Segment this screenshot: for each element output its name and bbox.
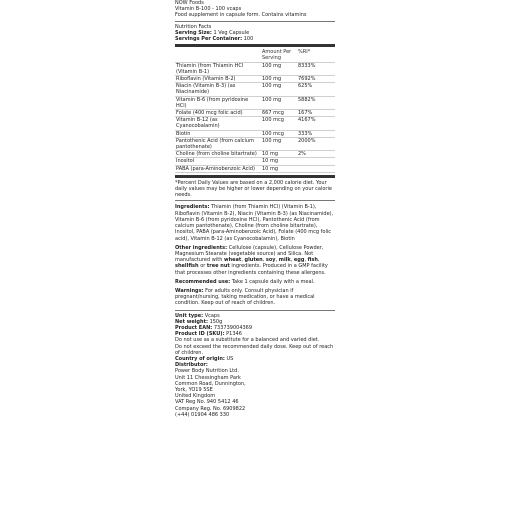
other-ingredients-text: Cellulose (capsule), Cellulose Powder, Magnesium Stearate (vegetable source) and Silica. Not manufactured with	[175, 244, 324, 264]
product-header	[175, 0, 335, 19]
divider	[175, 21, 335, 22]
nutrient-amount: 10 mg	[261, 165, 297, 172]
nutrient-dv	[297, 165, 335, 172]
ingredients-label: Ingredients:	[175, 204, 210, 211]
nutrient-row	[175, 117, 335, 130]
distributor-line: Unit 11 Chessingham Park	[175, 374, 241, 381]
nutrient-name: Riboflavin (Vitamin B-2)	[175, 76, 261, 83]
divider	[175, 310, 335, 311]
nutrient-amount: 10 mg	[261, 158, 297, 165]
nutrient-name: Choline (from choline bitartrate)	[175, 151, 261, 158]
nutrient-dv: 167%	[297, 110, 335, 117]
allergen: shellfish	[175, 263, 199, 270]
product-description: Food supplement in capsule form. Contains vitamins	[175, 12, 307, 19]
warnings-text: For adults only. Consult physician if pregnant/nursing, taking medication, or have a medical condition. Keep out of reach of children.	[175, 287, 315, 307]
nutrient-dv: 8333%	[297, 62, 335, 75]
nutrient-name: Vitamin B-6 (from pyridoxine HCl)	[175, 96, 261, 109]
nutrient-dv: 5882%	[297, 96, 335, 109]
distributor-address	[175, 368, 335, 418]
nutrient-dv: 333%	[297, 130, 335, 137]
product-info	[175, 313, 335, 418]
nutrition-facts-title: Nutrition Facts	[175, 23, 212, 30]
divider	[175, 200, 335, 201]
ean-label: Product EAN:	[175, 324, 213, 331]
divider-thick	[175, 175, 335, 178]
nutrient-amount: 667 mcg	[261, 110, 297, 117]
nutrient-row	[175, 76, 335, 83]
nutrient-name: Thiamin (from Thiamin HCl (Vitamin B-1)	[175, 62, 261, 75]
sku-value: P1346	[226, 331, 242, 338]
recommended-use-text: Take 1 capsule daily with a meal.	[231, 278, 315, 285]
allergen: soy	[265, 257, 276, 264]
nutrient-name: PABA (para-Aminobenzoic Acid)	[175, 165, 261, 172]
nutrient-name: Niacin (Vitamin B-3) (as Niacinamide)	[175, 83, 261, 96]
nutrient-name: Folate (400 mcg folic acid)	[175, 110, 261, 117]
distributor-line: Power Body Nutrition Ltd.	[175, 368, 239, 375]
nutrient-amount: 100 mg	[261, 83, 297, 96]
nutrient-row	[175, 165, 335, 172]
amount-column-header: Amount Per Serving	[261, 49, 297, 62]
nutrient-amount: 100 mg	[261, 137, 297, 150]
nutrient-row	[175, 110, 335, 117]
nutrient-dv: 2%	[297, 151, 335, 158]
distributor-line: York, YO19 5SE	[175, 386, 213, 393]
nutrient-dv	[297, 158, 335, 165]
nutrient-amount: 10 mg	[261, 151, 297, 158]
ingredients-section	[175, 204, 335, 306]
brand-name: NOW Foods	[175, 0, 204, 6]
recommended-use	[175, 279, 335, 285]
distributor-line: Company Reg. No. 6909822	[175, 405, 246, 412]
allergen: egg	[293, 257, 305, 264]
nutrition-table	[175, 49, 335, 173]
nutrient-name: Vitamin B-12 (as Cyanocobalamin)	[175, 117, 261, 130]
nutrient-row	[175, 137, 335, 150]
footnote: *Percent Daily Values are based on a 2,000 calorie diet. Your daily values may be higher or lower depending on your calorie needs.	[175, 179, 332, 199]
nutrient-dv: 625%	[297, 83, 335, 96]
nutrient-row	[175, 151, 335, 158]
distributor-line: Common Road, Dunnington,	[175, 380, 246, 387]
dv-column-header: %RI*	[297, 49, 335, 62]
sku-label: Product ID (SKU):	[175, 331, 225, 338]
distributor-label: Distributor:	[175, 362, 208, 369]
nutrient-amount: 100 mcg	[261, 130, 297, 137]
distributor-line: United Kingdom	[175, 393, 216, 400]
warnings-label: Warnings:	[175, 287, 204, 294]
net-weight-label: Net weight:	[175, 318, 208, 325]
nutrient-amount: 100 mg	[261, 76, 297, 83]
nutrient-row	[175, 62, 335, 75]
allergen: milk	[278, 257, 291, 264]
unit-type-value: Vcaps	[204, 312, 220, 319]
unit-type-label: Unit type:	[175, 312, 204, 319]
product-label-page	[175, 0, 335, 418]
allergen: wheat	[223, 257, 242, 264]
serving-size-value: 1 Veg Capsule	[213, 29, 250, 36]
disclaimer: Do not use as a substitute for a balanced and varied diet.	[175, 337, 320, 344]
nutrient-name: Biotin	[175, 130, 261, 137]
nutrient-name: Inositol	[175, 158, 261, 165]
nutrient-row	[175, 83, 335, 96]
divider-thick	[175, 44, 335, 47]
recommended-use-label: Recommended use:	[175, 278, 231, 285]
ean-value: 733739004369	[213, 324, 253, 331]
nutrient-row	[175, 158, 335, 165]
product-line: Vitamin B-100 - 100 vcaps	[175, 6, 242, 13]
nutrient-amount: 100 mg	[261, 96, 297, 109]
nutrient-dv: 2000%	[297, 137, 335, 150]
servings-per-container	[175, 36, 335, 42]
nutrient-name: Pantothenic Acid (from calcium pantothenate)	[175, 137, 261, 150]
ingredients-text: Thiamin (from Thiamin HCl) (Vitamin B-1), Riboflavin (Vitamin B-2), Niacin (Vitamin B-3) (as Niacinamide), Vitamin B-6 (from pyridoxine HCl), Pantothenic Acid (from calcium pantothenate), Choline (from choline bitartrate), Inositol, PABA (para-Aminobenzoic Acid), Folate (400 mcg folic acid), Vitamin B-12 (as Cyanocobalamin), Biotin	[175, 204, 334, 242]
nutrient-dv: 4167%	[297, 117, 335, 130]
servings-value: 100	[243, 36, 254, 43]
other-ingredients: Other ingredients: Cellulose (capsule), Cellulose Powder, Magnesium Stearate (vegetable source) and Silica. Not manufactured with wheat, gluten, soy, milk, egg, fish, shellfish or tree nut ingredients. Produced in a GMP facility that processes other ingredients containing these allergens.	[175, 244, 328, 276]
nutrient-row	[175, 96, 335, 109]
distributor-line: (+44) 01904 486 330	[175, 411, 230, 418]
nutrient-amount: 100 mg	[261, 62, 297, 75]
nutrient-dv: 7692%	[297, 76, 335, 83]
origin-label: Country of origin:	[175, 355, 225, 362]
nutrition-table-header	[175, 49, 335, 62]
net-weight-value: 150g	[209, 318, 223, 325]
allergen: gluten	[244, 257, 263, 264]
distributor-line: VAT Reg No. 940 5412 46	[175, 399, 239, 406]
allergen: tree nut	[206, 263, 230, 270]
allergen: fish	[307, 257, 318, 264]
nutrient-row	[175, 130, 335, 137]
other-ingredients-label: Other ingredients:	[175, 244, 228, 251]
warnings	[175, 288, 335, 307]
servings-label: Servings Per Container:	[175, 36, 243, 43]
nutrient-amount: 100 mcg	[261, 117, 297, 130]
serving-size-label: Serving Size:	[175, 29, 212, 36]
origin-value: US	[226, 355, 234, 362]
disclaimer: Do not exceed the recommended daily dose. Keep out of reach of children.	[175, 343, 334, 356]
